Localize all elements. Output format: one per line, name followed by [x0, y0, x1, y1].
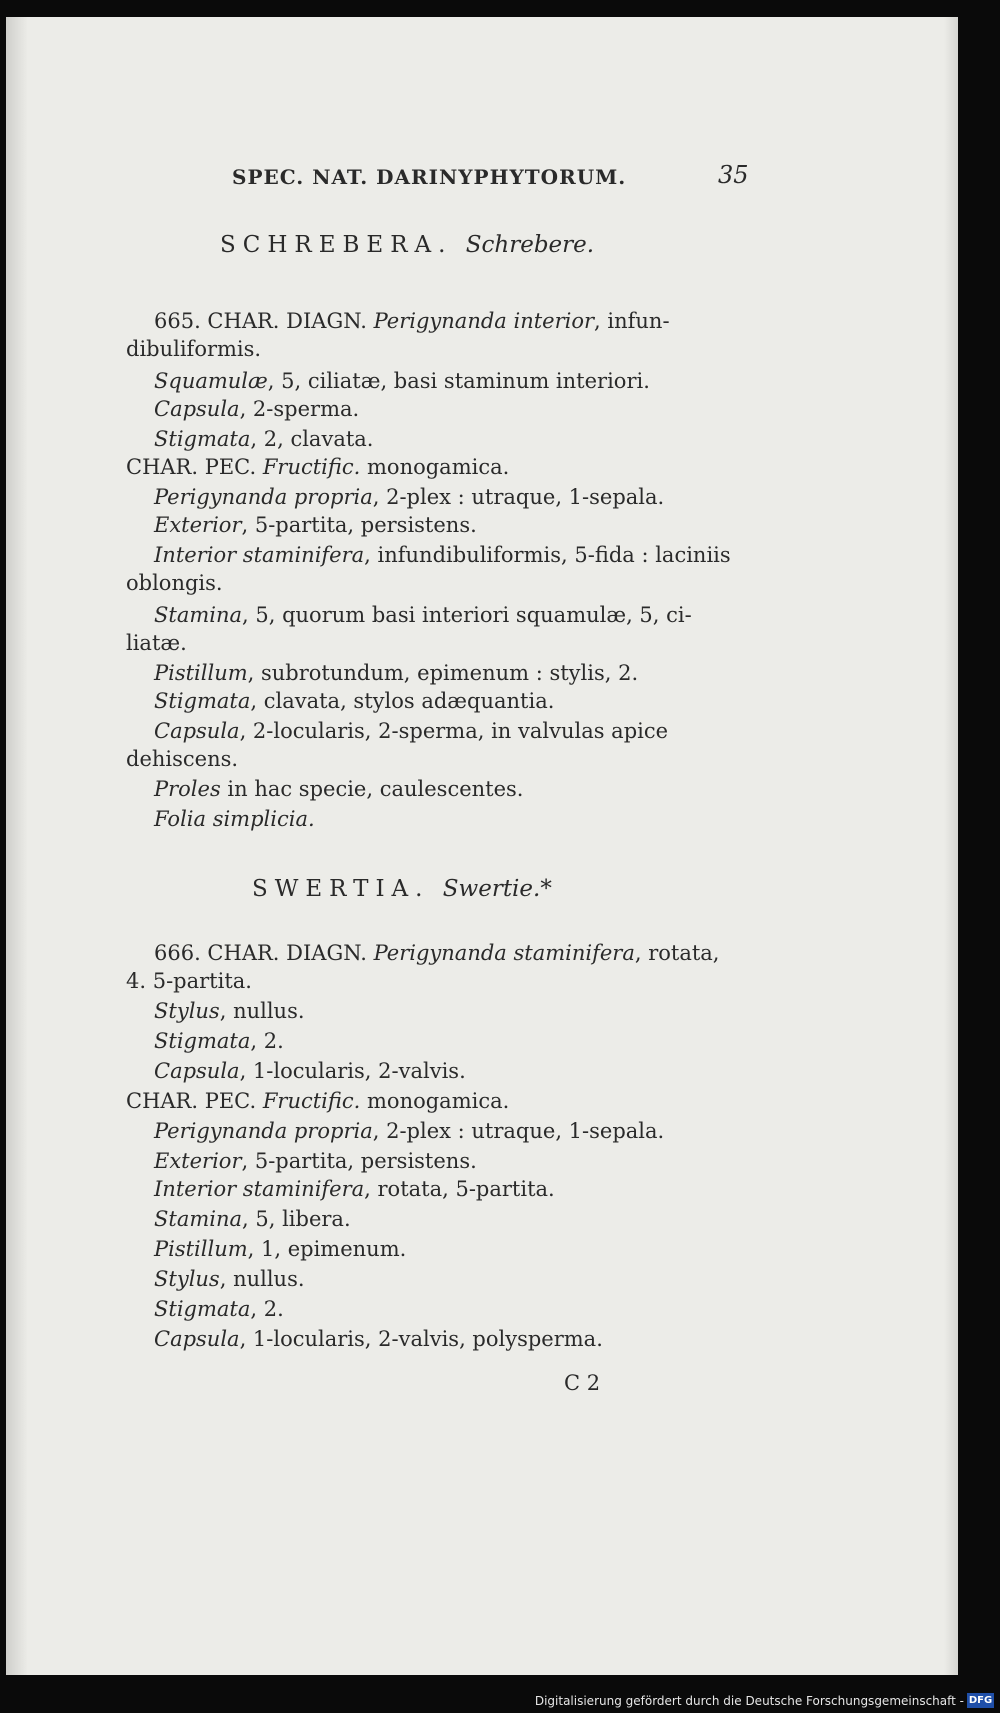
text-line — [154, 1235, 406, 1263]
line-post: , 2-plex : utraque, 1-sepala. — [372, 485, 665, 509]
line-pre: dibuliformis. — [126, 337, 262, 361]
text-line — [154, 805, 315, 833]
text-line — [154, 601, 692, 629]
section-title-caps: SCHREBERA. — [220, 232, 453, 258]
section-title-caps: SWERTIA. — [252, 876, 430, 902]
text-line — [154, 367, 650, 395]
text-line — [154, 997, 305, 1025]
text-line — [154, 425, 373, 453]
text-line — [154, 1147, 477, 1175]
signature-mark: C 2 — [564, 1371, 601, 1395]
line-post: , 5-partita, persistens. — [241, 513, 477, 537]
line-it: Stigmata — [154, 689, 251, 713]
text-line — [154, 1175, 555, 1203]
page-spine-shadow — [6, 17, 28, 1675]
line-it: Stigmata — [154, 1297, 251, 1321]
text-line — [154, 717, 668, 745]
line-it: Pistillum — [154, 1237, 248, 1261]
book-page — [6, 17, 958, 1675]
text-line — [154, 1117, 664, 1145]
text-line — [126, 569, 223, 597]
text-line — [154, 307, 670, 335]
text-line — [126, 453, 509, 481]
line-it: Proles — [154, 777, 221, 801]
text-line — [154, 1027, 284, 1055]
line-post: , 2-locularis, 2-sperma, in valvulas apice — [239, 719, 669, 743]
line-it: Squamulæ — [154, 369, 268, 393]
dfg-logo-icon: DFG — [968, 1695, 993, 1706]
section-title-schrebera — [220, 231, 594, 259]
line-post: monogamica. — [360, 455, 510, 479]
text-line — [154, 1265, 305, 1293]
line-post: in hac specie, caulescentes. — [220, 777, 524, 801]
line-post: , clavata, stylos adæquantia. — [250, 689, 555, 713]
line-it: Stylus — [154, 999, 220, 1023]
text-line — [154, 659, 638, 687]
line-it: Stigmata — [154, 427, 251, 451]
line-pre: CHAR. PEC. — [126, 1089, 263, 1113]
page-number: 35 — [718, 161, 749, 189]
line-post: , rotata, 5-partita. — [364, 1177, 555, 1201]
line-post: , 5, quorum basi interiori squamulæ, 5, ci- — [242, 603, 692, 627]
line-it: Capsula — [154, 719, 240, 743]
line-post: , 1, epimenum. — [247, 1237, 407, 1261]
line-post: , infundibuliformis, 5-fida : laciniis — [364, 543, 731, 567]
line-post: , 5-partita, persistens. — [241, 1149, 477, 1173]
line-post: , 2-plex : utraque, 1-sepala. — [372, 1119, 665, 1143]
section-title-italic: Swertie.* — [442, 876, 552, 902]
line-post: , 1-locularis, 2-valvis. — [239, 1059, 466, 1083]
text-line — [154, 775, 523, 803]
line-pre: 665. CHAR. DIAGN. — [154, 309, 374, 333]
text-line — [154, 1325, 603, 1353]
line-it: Stylus — [154, 1267, 220, 1291]
text-line — [126, 967, 252, 995]
section-title-italic: Schrebere. — [465, 232, 595, 258]
text-line — [154, 687, 554, 715]
line-pre: liatæ. — [126, 631, 187, 655]
line-pre: dehiscens. — [126, 747, 239, 771]
line-it: Perigynanda propria — [154, 1119, 373, 1143]
running-title: SPEC. NAT. DARINYPHYTORUM. — [232, 165, 627, 189]
line-post: , 2. — [250, 1297, 284, 1321]
line-it: Stigmata — [154, 1029, 251, 1053]
line-it: Pistillum — [154, 661, 248, 685]
line-post: , 2. — [250, 1029, 284, 1053]
line-post: monogamica. — [360, 1089, 510, 1113]
line-it: Stamina — [154, 603, 243, 627]
footer-bar — [0, 1690, 1000, 1713]
line-it: Capsula — [154, 1059, 240, 1083]
line-it: Interior staminifera — [154, 1177, 365, 1201]
line-pre: 666. CHAR. DIAGN. — [154, 941, 374, 965]
line-it: Fructific. — [262, 1089, 361, 1113]
line-post: , subrotundum, epimenum : stylis, 2. — [247, 661, 639, 685]
text-line — [154, 939, 720, 967]
line-it: Exterior — [154, 513, 242, 537]
line-post: , 2-sperma. — [239, 397, 360, 421]
line-it: Fructific. — [262, 455, 361, 479]
section-title-swertia — [252, 875, 552, 903]
line-pre: CHAR. PEC. — [126, 455, 263, 479]
line-pre: 4. 5-partita. — [126, 969, 252, 993]
footer-credit: Digitalisierung gefördert durch die Deutsche Forschungsgemeinschaft - — [534, 1694, 964, 1708]
text-line — [154, 541, 731, 569]
line-pre: oblongis. — [126, 571, 223, 595]
line-post: , nullus. — [219, 999, 305, 1023]
line-post: , infun- — [594, 309, 670, 333]
line-it: Perigynanda staminifera — [373, 941, 635, 965]
line-it: Capsula — [154, 397, 240, 421]
line-post: , nullus. — [219, 1267, 305, 1291]
text-line — [154, 483, 664, 511]
text-line — [154, 1295, 284, 1323]
page-edge-shadow — [944, 17, 958, 1675]
text-line — [154, 511, 477, 539]
line-post: , 2, clavata. — [250, 427, 374, 451]
text-line — [154, 395, 359, 423]
text-line — [126, 745, 238, 773]
line-it: Perigynanda propria — [154, 485, 373, 509]
line-post: , 5, libera. — [242, 1207, 351, 1231]
line-post: , 1-locularis, 2-valvis, polysperma. — [239, 1327, 603, 1351]
line-it: Perigynanda interior — [373, 309, 595, 333]
text-line — [154, 1057, 466, 1085]
line-post: , rotata, — [634, 941, 720, 965]
text-line — [154, 1205, 351, 1233]
line-it: Stamina — [154, 1207, 243, 1231]
line-post: , 5, ciliatæ, basi staminum interiori. — [267, 369, 650, 393]
line-it: Exterior — [154, 1149, 242, 1173]
line-it: Capsula — [154, 1327, 240, 1351]
text-line — [126, 1087, 509, 1115]
line-it: Folia simplicia. — [154, 807, 315, 831]
text-line — [126, 629, 187, 657]
line-it: Interior staminifera — [154, 543, 365, 567]
text-line — [126, 335, 261, 363]
